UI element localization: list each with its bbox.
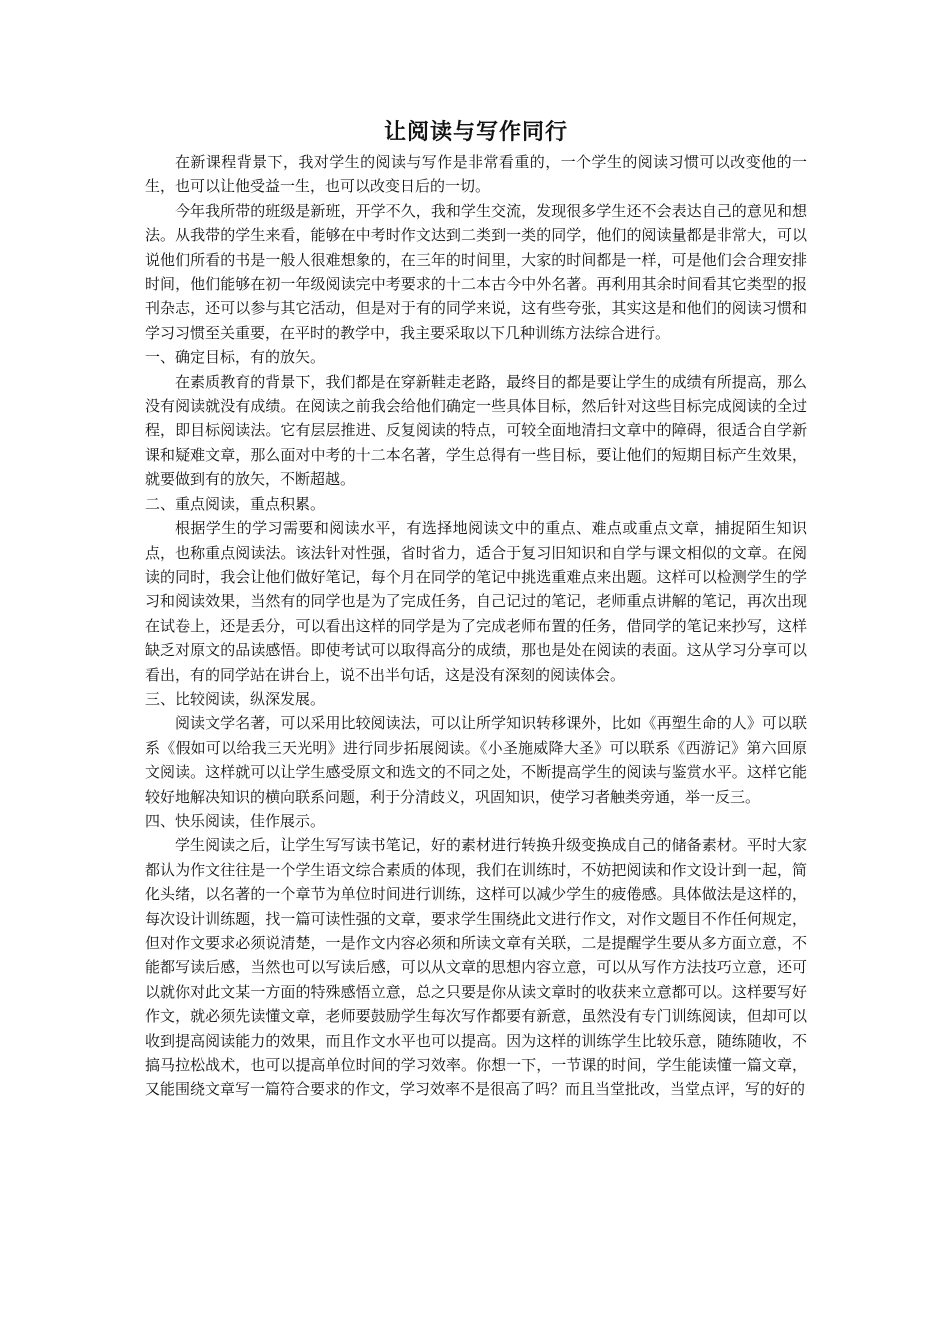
section-heading-4: 四、快乐阅读，佳作展示。 xyxy=(145,811,326,830)
intro-paragraph-2: 今年我所带的班级是新班，开学不久，我和学生交流，发现很多学生还不会表达自己的意见和想法。从我带的学生来看，能够在中考时作文达到二类到一类的同学，他们的阅读量都是非常大，可以说他们所看的书是一般人很难想象的，在三年的时间里，大家的时间都是一样，可是他们会合理安排时间，他们能够在初一年级阅读完中考要求的十二本古今中外名著。再利用其余时间看其它类型的报刊杂志，还可以参与其它活动，但是对于有的同学来说，这有些夸张，其实这是和他们的阅读习惯和学习习惯至关重要，在平时的教学中，我主要采取以下几种训练方法综合进行。 xyxy=(145,201,807,342)
section-body-4: 学生阅读之后，让学生写写读书笔记，好的素材进行转换升级变换成自己的储备素材。平时大家都认为作文往往是一个学生语文综合素质的体现，我们在训练时，不妨把阅读和作文设计到一起，简化头绪，以名著的一个章节为单位时间进行训练，这样可以减少学生的疲倦感。具体做法是这样的，每次设计训练题，找一篇可读性强的文章，要求学生围绕此文进行作文，对作文题目不作任何规定，但对作文要求必须说清楚，一是作文内容必须和所读文章有关联，二是提醒学生要从多方面立意，不能都写读后感，当然也可以写读后感，可以从文章的思想内容立意，可以从写作方法技巧立意，还可以就你对此文某一方面的特殊感悟立意，总之只要是你从读文章时的收获来立意都可以。这样要写好作文，就必须先读懂文章，老师要鼓励学生每次写作都要有新意，虽然没有专门训练阅读，但却可以收到提高阅读能力的效果，而且作文水平也可以提高。因为这样的训练学生比较乐意，随练随收，不搞马拉松战术，也可以提高单位时间的学习效率。你想一下，一节课的时间，学生能读懂一篇文章，又能围绕文章写一篇符合要求的作文，学习效率不是很高了吗？而且当堂批改，当堂点评，写的好的 xyxy=(145,836,807,1099)
document-title: 让阅读与写作同行 xyxy=(383,120,568,145)
section-heading-2: 二、重点阅读，重点积累。 xyxy=(145,494,326,513)
section-body-2: 根据学生的学习需要和阅读水平，有选择地阅读文中的重点、难点或重点文章，捕捉陌生知识点，也称重点阅读法。该法针对性强，省时省力，适合于复习旧知识和自学与课文相似的文章。在阅读的同时，我会让他们做好笔记，每个月在同学的笔记中挑选重难点来出题。这样可以检测学生的学习和阅读效果，当然有的同学也是为了完成任务，自己记过的笔记，老师重点讲解的笔记，再次出现在试卷上，还是丢分，可以看出这样的同学是为了完成老师布置的任务，借同学的笔记来抄写，这样缺乏对原文的品读感悟。即使考试可以取得高分的成绩，那也是处在阅读的表面。这从学习分享可以看出，有的同学站在讲台上，说不出半句话，这是没有深刻的阅读体会。 xyxy=(145,519,807,684)
section-body-1: 在素质教育的背景下，我们都是在穿新鞋走老路，最终目的都是要让学生的成绩有所提高，那么没有阅读就没有成绩。在阅读之前我会给他们确定一些具体目标，然后针对这些目标完成阅读的全过程，即目标阅读法。它有层层推进、反复阅读的特点，可较全面地清扫文章中的障碍，很适合自学新课和疑难文章，那么面对中考的十二本名著，学生总得有一些目标，要让他们的短期目标产生效果，就要做到有的放矢，不断超越。 xyxy=(145,372,807,489)
section-body-3: 阅读文学名著，可以采用比较阅读法，可以让所学知识转移课外，比如《再塑生命的人》可以联系《假如可以给我三天光明》进行同步拓展阅读。《小圣施威降大圣》可以联系《西游记》第六回原文阅读。这样就可以让学生感受原文和选文的不同之处，不断提高学生的阅读与鉴赏水平。这样它能较好地解决知识的横向联系问题，利于分清歧义，巩固知识，使学习者触类旁通，举一反三。 xyxy=(145,714,807,806)
document-page xyxy=(145,118,807,1102)
section-heading-3: 三、比较阅读，纵深发展。 xyxy=(145,689,326,708)
intro-paragraph-1: 在新课程背景下，我对学生的阅读与写作是非常看重的，一个学生的阅读习惯可以改变他的一生，也可以让他受益一生，也可以改变日后的一切。 xyxy=(145,153,807,196)
section-heading-1: 一、确定目标，有的放矢。 xyxy=(145,348,326,367)
